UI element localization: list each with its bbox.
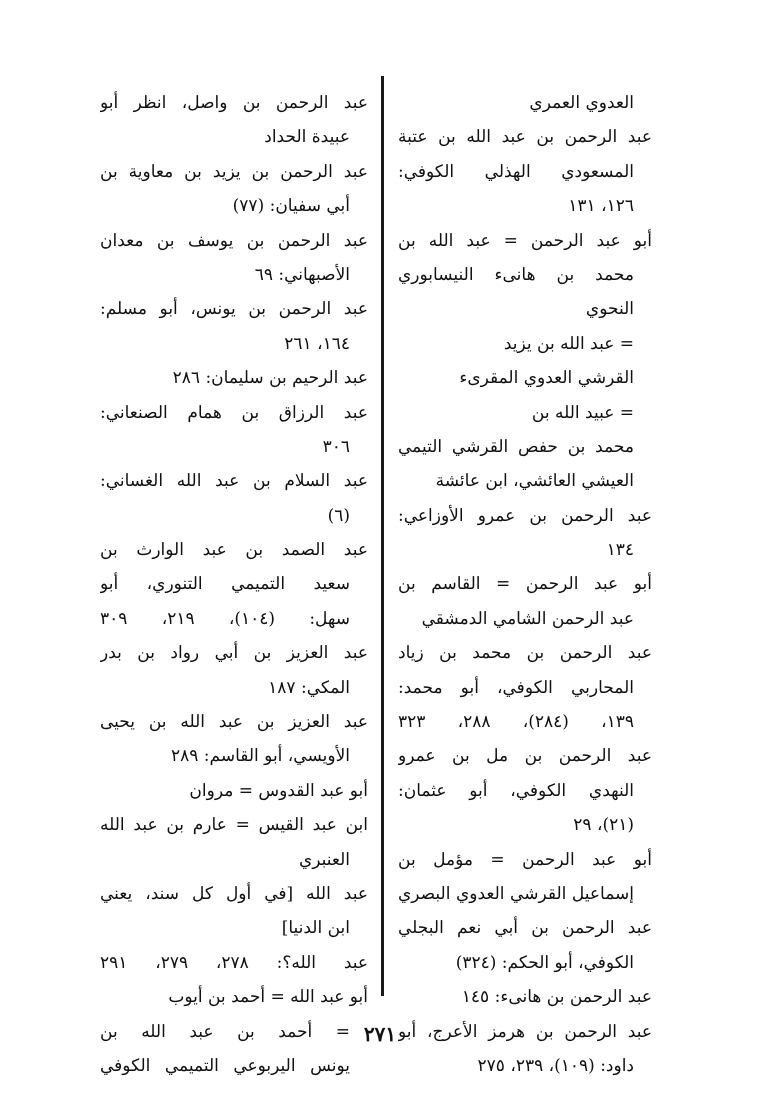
page-number: ٢٧١ [363,1022,397,1046]
index-entry-line: عبد الرحمن بن يزيد بن معاوية بن [100,161,368,182]
index-entry-line: عبد الرحمن بن واصل، انظر أبو [100,93,368,113]
index-entry-line: عبد الرحمن بن أبي نعم البجلي [398,918,652,939]
index-entry-line: عبد الرحمن بن محمد بن زياد [398,643,652,664]
index-entry-line: المحاربي الكوفي، أبو محمد: [398,677,634,698]
index-entry-line: أبو عبد الرحمن = مؤمل بن [398,849,652,870]
index-entry-line: عبد الرحمن الشامي الدمشقي [421,608,634,629]
index-entry-line: أبو عبد الرحمن = عبد الله بن [398,230,652,251]
index-entry-line: الكوفي، أبو الحكم: (٣٢٤) [455,952,634,973]
index-entry-line: أبو عبد القدوس = مروان [189,780,368,801]
index-entry-line: ١٢٦، ١٣١ [568,196,634,217]
index-entry-line: ابن عبد القيس = عارم بن عبد الله [100,815,368,836]
index-entry-line: العيشي العائشي، ابن عائشة [435,471,634,492]
index-entry-line: عبد الصمد بن عبد الوارث بن [100,540,368,561]
index-entry-line: عبد الرحمن بن هرمز الأعرج، أبو [398,1021,652,1042]
index-entry-line: ١٣٤ [606,540,634,561]
index-entry-line: محمد بن هانىء النيسابوري [398,264,634,285]
index-entry-line: النحوي [585,299,634,320]
index-entry-line: = أحمد بن عبد الله بن [100,1021,350,1042]
index-entry-line: (٢١)، ٢٩ [573,815,634,836]
index-entry-line: محمد بن حفص القرشي التيمي [398,436,634,457]
index-entry-line: عبد العزيز بن أبي رواد بن بدر [100,643,368,664]
index-entry-line: عبد العزيز بن عبد الله بن يحيى [100,712,368,733]
index-entry-line: عبد الرحمن بن مل بن عمرو [398,746,652,767]
index-entry-line: ١٣٩، (٢٨٤)، ٢٨٨، ٣٢٣ [398,712,635,733]
index-column-left [100,86,368,1083]
index-entry-line: عبد الرحمن بن عمرو الأوزاعي: [398,505,652,526]
index-entry-line: العدوي العمري [529,93,634,113]
index-entry-line: إسماعيل القرشي العدوي البصري [398,883,634,904]
index-entry-line: عبد الرحمن بن هانىء: ١٤٥ [461,987,652,1008]
index-entry-line: أبي سفيان: (٧٧) [232,196,350,217]
index-entry-line: ابن الدنيا] [281,918,350,939]
index-entry-line: عبد الرزاق بن همام الصنعاني: [100,402,368,423]
index-entry-line: عبد الله؟: ٢٧٨، ٢٧٩، ٢٩١ [100,952,368,973]
index-entry-line: النهدي الكوفي، أبو عثمان: [398,780,634,801]
index-entry-line: عبيدة الحداد [264,127,350,148]
index-entry-line: عبد الرحيم بن سليمان: ٢٨٦ [172,368,368,389]
index-entry-line: يونس اليربوعي التميمي الكوفي [100,1055,350,1076]
index-entry-line: أبو عبد الله = أحمد بن أيوب [168,987,368,1008]
index-entry-line: (٦) [327,505,350,526]
index-entry-line: عبد الرحمن بن يونس، أبو مسلم: [100,299,368,320]
index-entry-line: القرشي العدوي المقرىء [459,368,634,389]
index-entry-line: أبو عبد الرحمن = القاسم بن [398,574,652,595]
index-entry-line: العنبري [298,849,350,870]
index-column-right [398,86,652,1083]
index-entry-line: داود: (١٠٩)، ٢٣٩، ٢٧٥ [477,1055,634,1076]
index-entry-line: سعيد التميمي التنوري، أبو [100,574,350,595]
index-entry-line: المسعودي الهذلي الكوفي: [398,161,634,182]
index-entry-line: عبد السلام بن عبد الله الغساني: [100,471,368,492]
index-entry-line: الأويسي، أبو القاسم: ٢٨٩ [170,746,350,767]
index-entry-line: عبد الله [في أول كل سند، يعني [100,883,368,904]
index-entry-line: = عبيد الله بن [531,402,634,423]
index-entry-line: المكي: ١٨٧ [268,677,350,698]
index-entry-line: عبد الرحمن بن عبد الله بن عتبة [398,127,652,148]
column-divider [381,76,384,996]
index-entry-line: ٣٠٦ [322,436,350,457]
index-entry-line: = عبد الله بن يزيد [503,333,634,354]
index-entry-line: سهل: (١٠٤)، ٢١٩، ٣٠٩ [100,608,351,629]
index-entry-line: الأصبهاني: ٦٩ [254,264,350,285]
index-entry-line: ١٦٤، ٢٦١ [284,333,350,354]
index-entry-line: عبد الرحمن بن يوسف بن معدان [100,230,368,251]
